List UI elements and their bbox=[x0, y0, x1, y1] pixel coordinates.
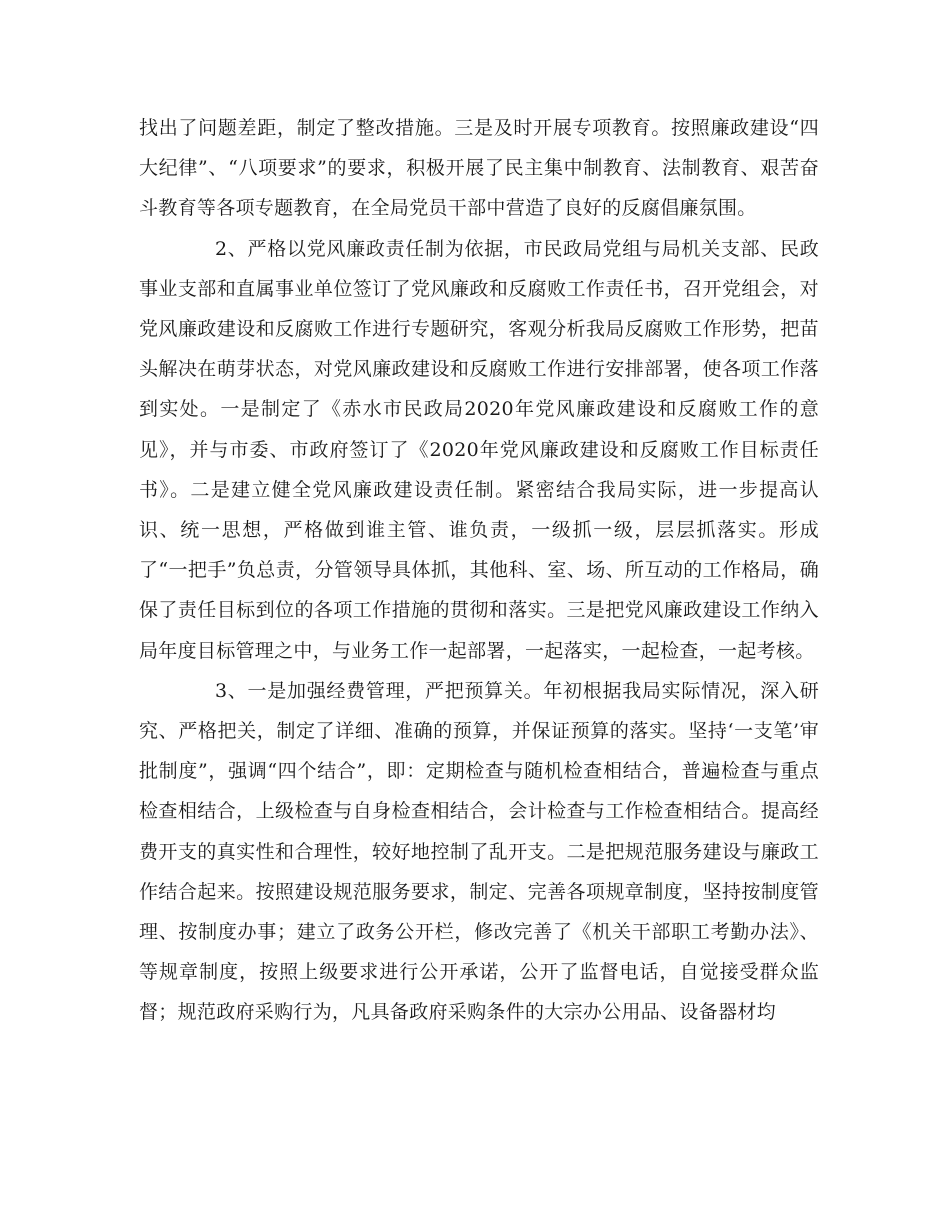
paragraph-2: 2、严格以党风廉政责任制为依据，市民政局党组与局机关支部、民政事业支部和直属事业单位签订了党风廉政和反腐败工作责任书，召开党组会，对党风廉政建设和反腐败工作进行专题研究，客观分析我局反腐败工作形势，把苗头解决在萌芽状态，对党风廉政建设和反腐败工作进行安排部署，使各项工作落到实处。一是制定了《赤水市民政局2020年党风廉政建设和反腐败工作的意见》，并与市委、市政府签订了《2020年党风廉政建设和反腐败工作目标责任书》。二是建立健全党风廉政建设责任制。紧密结合我局实际，进一步提高认识、统一思想，严格做到谁主管、谁负责，一级抓一级，层层抓落实。形成了“一把手”负总责，分管领导具体抓，其他科、室、场、所互动的工作格局，确保了责任目标到位的各项工作措施的贯彻和落实。三是把党风廉政建设工作纳入局年度目标管理之中，与业务工作一起部署，一起落实，一起检查，一起考核。 bbox=[139, 237, 819, 662]
document-body bbox=[139, 108, 819, 1033]
paragraph-3: 3、一是加强经费管理，严把预算关。年初根据我局实际情况，深入研究、严格把关，制定了详细、准确的预算，并保证预算的落实。坚持‘一支笔’审批制度”，强调“四个结合”，即：定期检查与随机检查相结合，普遍检查与重点检查相结合，上级检查与自身检查相结合，会计检查与工作检查相结合。提高经费开支的真实性和合理性，较好地控制了乱开支。二是把规范服务建设与廉政工作结合起来。按照建设规范服务要求，制定、完善各项规章制度，坚持按制度管理、按制度办事；建立了政务公开栏，修改完善了《机关干部职工考勤办法》、等规章制度，按照上级要求进行公开承诺，公开了监督电话，自觉接受群众监督；规范政府采购行为，凡具备政府采购条件的大宗办公用品、设备器材均 bbox=[139, 679, 819, 1024]
paragraph-1: 找出了问题差距，制定了整改措施。三是及时开展专项教育。按照廉政建设“四大纪律”、“八项要求”的要求，积极开展了民主集中制教育、法制教育、艰苦奋斗教育等各项专题教育，在全局党员干部中营造了良好的反腐倡廉氛围。 bbox=[139, 117, 819, 220]
